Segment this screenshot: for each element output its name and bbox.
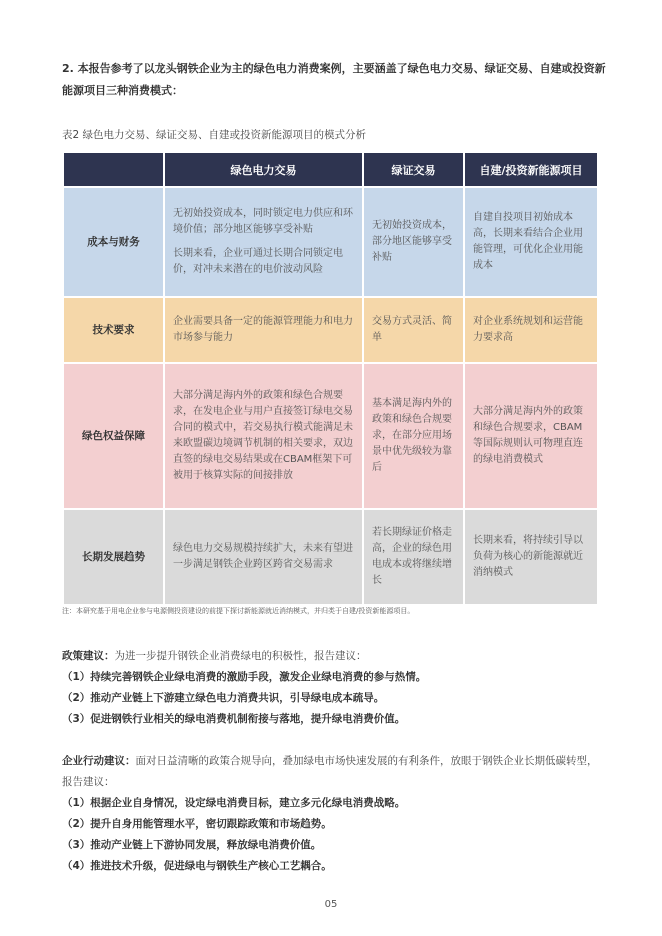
cell-green-power: [165, 188, 362, 296]
action-text: 面对日益清晰的政策合规导向，叠加绿电市场快速发展的有利条件，放眼于钢铁企业长期低碳转型，报告建议：: [62, 755, 598, 788]
table-note: 注：本研究基于用电企业参与电源侧投资建设的前提下探讨新能源就近消纳模式，并归类于自建/投资新能源项目。: [62, 607, 415, 615]
policy-recommendations: [62, 646, 607, 730]
row-label: 成本与财务: [64, 188, 163, 296]
table-row-cost: [64, 188, 597, 296]
cell-certificate: 交易方式灵活、简单: [364, 298, 463, 362]
policy-intro: [62, 646, 607, 667]
action-item: （4）推进技术升级，促进绿电与钢铁生产核心工艺耦合。: [62, 860, 332, 872]
policy-item: （1）持续完善钢铁企业绿电消费的激励手段，激发企业绿电消费的参与热情。: [62, 671, 427, 683]
cell-green-power: [165, 510, 362, 604]
action-lead: 企业行动建议：: [62, 755, 136, 767]
header-empty: [64, 153, 163, 186]
header-self-build: 自建/投资新能源项目: [465, 153, 597, 186]
row-label: 绿色权益保障: [64, 364, 163, 508]
cell-certificate: 无初始投资成本，部分地区能够享受补贴: [364, 188, 463, 296]
cell-text: 无初始投资成本，同时锁定电力供应和环境价值；部分地区能够享受补贴: [173, 208, 353, 235]
cell-certificate: 基本满足海内外的政策和绿色合规要求，在部分应用场景中优先级较为靠后: [364, 364, 463, 508]
page-number: 05: [324, 899, 338, 910]
mode-analysis-table: [62, 151, 599, 606]
policy-text: 为进一步提升钢铁企业消费绿电的积极性，报告建议：: [114, 650, 367, 662]
cell-text: 绿色电力交易规模持续扩大，未来有望进一步满足钢铁企业跨区跨省交易需求: [173, 543, 353, 570]
header-green-power: 绿色电力交易: [165, 153, 362, 186]
cell-self-build: 大部分满足海内外的政策和绿色合规要求，CBAM等国际规则认可物理直连的绿电消费模式: [465, 364, 597, 508]
cell-self-build: 对企业系统规划和运营能力要求高: [465, 298, 597, 362]
action-item: （3）推动产业链上下游协同发展，释放绿电消费价值。: [62, 839, 322, 851]
row-label: 长期发展趋势: [64, 510, 163, 604]
action-item: （2）提升自身用能管理水平，密切跟踪政策和市场趋势。: [62, 818, 332, 830]
header-certificate: 绿证交易: [364, 153, 463, 186]
row-label: 技术要求: [64, 298, 163, 362]
cell-green-power: [165, 364, 362, 508]
cell-self-build: 长期来看，将持续引导以负荷为核心的新能源就近消纳模式: [465, 510, 597, 604]
policy-item: （3）促进钢铁行业相关的绿电消费机制衔接与落地，提升绿电消费价值。: [62, 713, 406, 725]
table-caption: 表2 绿色电力交易、绿证交易、自建或投资新能源项目的模式分析: [62, 129, 367, 141]
cell-text: 企业需要具备一定的能源管理能力和电力市场参与能力: [173, 316, 353, 343]
cell-text: 大部分满足海内外的政策和绿色合规要求，在发电企业与用户直接签订绿电交易合同的模式中，若交易执行模式能满足未来欧盟碳边境调节机制的相关要求，双边直签的绿电交易结果或在CBAM框架下可被用于核算实际的间接排放: [173, 390, 353, 481]
table-row-tech: [64, 298, 597, 362]
policy-item: （2）推动产业链上下游建立绿色电力消费共识，引导绿电成本疏导。: [62, 692, 385, 704]
cell-certificate: 若长期绿证价格走高，企业的绿色用电成本或将继续增长: [364, 510, 463, 604]
action-item: （1）根据企业自身情况，设定绿电消费目标，建立多元化绿电消费战略。: [62, 797, 406, 809]
action-recommendations: [62, 751, 607, 877]
action-intro: [62, 751, 607, 793]
cell-green-power: [165, 298, 362, 362]
table-header-row: [64, 153, 597, 186]
cell-text: 长期来看，企业可通过长期合同锁定电价，对冲未来潜在的电价波动风险: [173, 248, 343, 275]
table-row-rights: [64, 364, 597, 508]
intro-paragraph: 2. 本报告参考了以龙头钢铁企业为主的绿色电力消费案例，主要涵盖了绿色电力交易、绿证交易、自建或投资新能源项目三种消费模式：: [62, 62, 606, 97]
policy-lead: 政策建议：: [62, 650, 115, 662]
cell-self-build: 自建自投项目初始成本高，长期来看结合企业用能管理，可优化企业用能成本: [465, 188, 597, 296]
table-row-trend: [64, 510, 597, 604]
